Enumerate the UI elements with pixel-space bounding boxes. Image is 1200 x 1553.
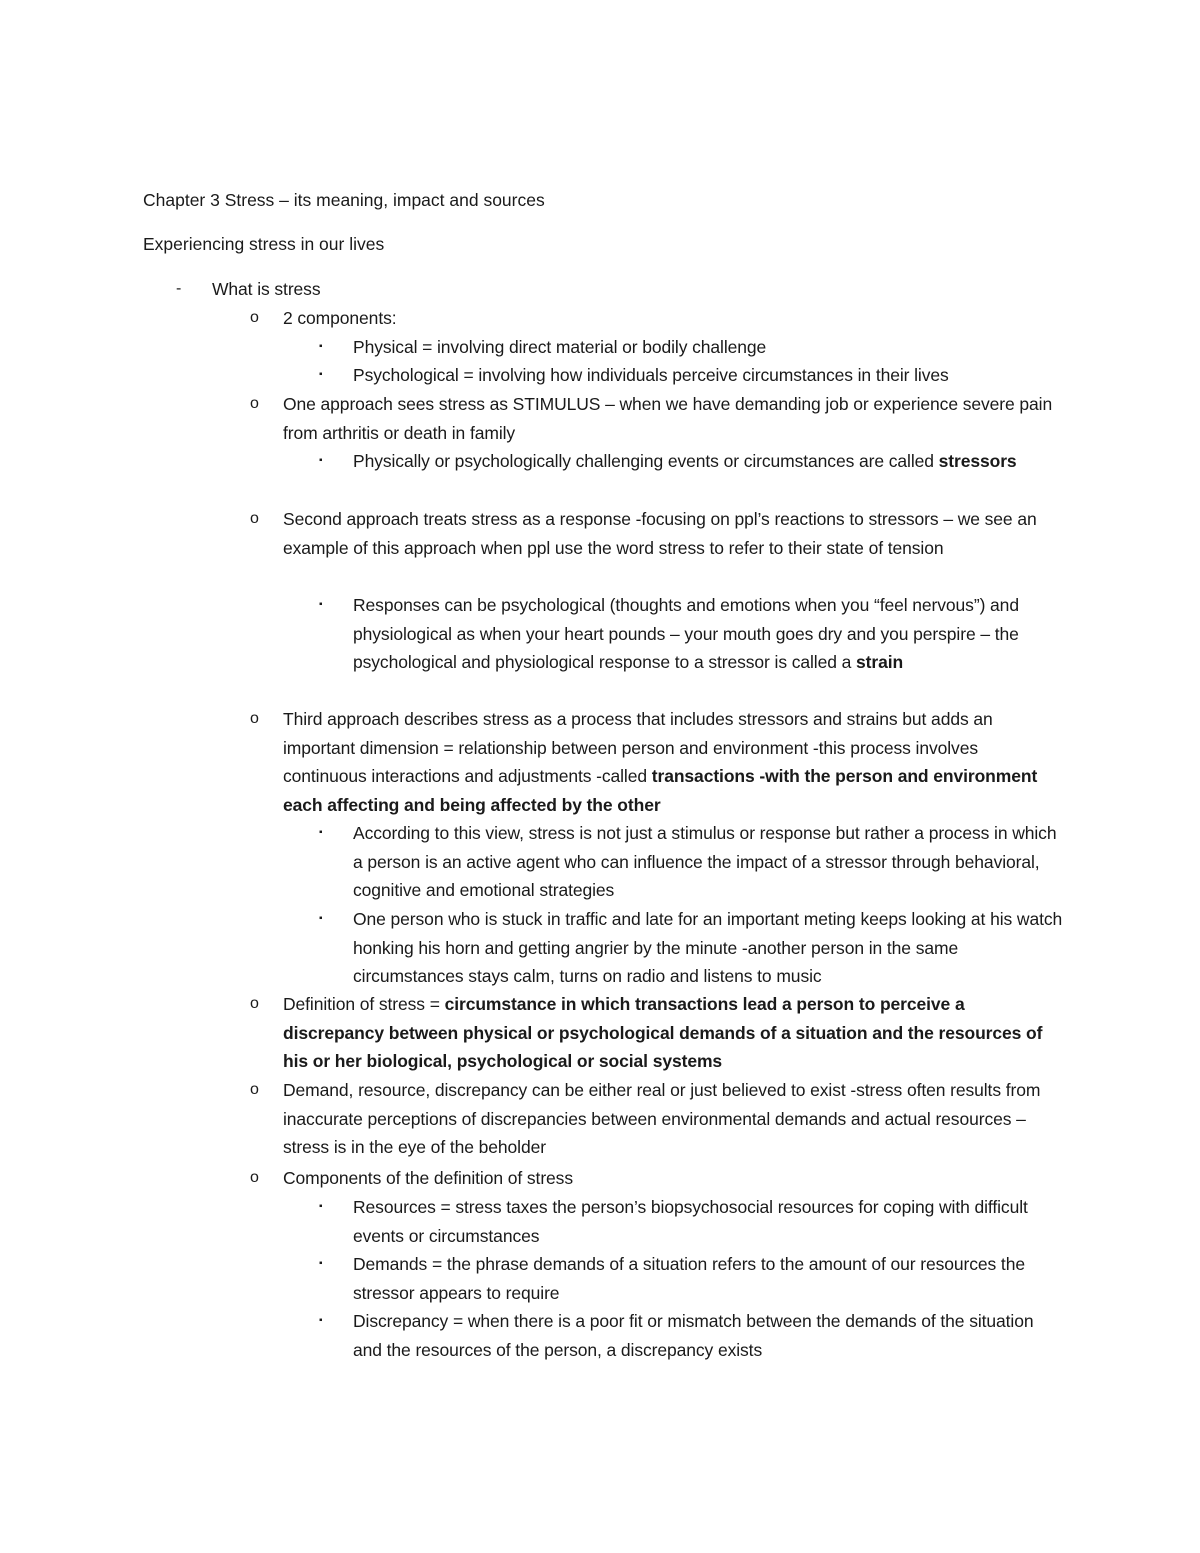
square-bullet: ▪ [319, 599, 323, 610]
list-item-text: Components of the definition of stress [283, 1168, 573, 1188]
list-item-text: Resources = stress taxes the person’s biopsychosocial resources for coping with difficult events or circumstances [353, 1197, 1028, 1246]
square-bullet: ▪ [319, 827, 323, 838]
list-item-text: Responses can be psychological (thoughts and emotions when you “feel nervous”) and physiological as when your heart pounds – your mouth goes dry and you perspire – the psychological and physiological response to a stressor is called a [353, 595, 1019, 673]
bold-term-stressors: stressors [938, 451, 1017, 471]
list-item-text: Physical = involving direct material or bodily challenge [353, 337, 767, 357]
list-item-approach-response [250, 505, 1063, 562]
list-item-text: According to this view, stress is not just a stimulus or response but rather a process in which a person is an active agent who can influence the impact of a stressor through behavioral, cognitive and emotional strategies [353, 823, 1057, 901]
list-item-psychological [319, 361, 1063, 390]
list-item-components-definition [250, 1164, 1063, 1193]
circle-bullet: o [250, 309, 259, 326]
bold-term-transactions: transactions -with the person and environment each affecting and being affected by the other [283, 766, 1038, 815]
list-item-text: Psychological = involving how individuals perceive circumstances in their lives [353, 365, 949, 385]
list-item-traffic-example [319, 905, 1063, 991]
list-item-text: What is stress [212, 279, 321, 299]
list-item-text: Demands = the phrase demands of a situation refers to the amount of our resources the stressor appears to require [353, 1254, 1025, 1303]
list-item-discrepancy [319, 1307, 1063, 1364]
list-item-text: Definition of stress = [283, 994, 440, 1014]
chapter-title: Chapter 3 Stress – its meaning, impact and sources [143, 190, 545, 210]
dash-bullet: - [176, 280, 182, 297]
list-item-definition [250, 990, 1063, 1076]
list-item-two-components [250, 304, 1063, 333]
list-item-demand-resource [250, 1076, 1063, 1162]
list-item-text: 2 components: [283, 308, 397, 328]
bold-term-strain: strain [856, 652, 904, 673]
list-item-text: Demand, resource, discrepancy can be either real or just believed to exist -stress often results from inaccurate perceptions of discrepancies between environmental demands and actual resources – stress is in the eye of the beholder [283, 1080, 1041, 1158]
list-item-what-is-stress [176, 275, 1072, 304]
list-item-text: Third approach describes stress as a process that includes stressors and strains but adds an important dimension = relationship between person and environment -this process involves continuous interactions and adjustments -called [283, 709, 993, 787]
square-bullet: ▪ [319, 1315, 323, 1326]
circle-bullet: o [250, 510, 259, 527]
list-item-physical [319, 333, 1063, 362]
square-bullet: ▪ [319, 455, 323, 466]
bold-definition: circumstance in which transactions lead a person to perceive a discrepancy between physical or psychological demands of a situation and the resources of his or her biological, psychological or social systems [283, 994, 1043, 1072]
section-heading: Experiencing stress in our lives [143, 234, 385, 254]
circle-bullet: o [250, 710, 259, 727]
circle-bullet: o [250, 395, 259, 412]
list-item-stressors [319, 447, 1063, 476]
list-item-resources [319, 1193, 1063, 1250]
square-bullet: ▪ [319, 913, 323, 924]
list-item-active-agent [319, 819, 1063, 905]
square-bullet: ▪ [319, 1201, 323, 1212]
list-item-approach-stimulus [250, 390, 1063, 447]
list-item-text: Second approach treats stress as a response -focusing on ppl’s reactions to stressors – we see an example of this approach when ppl use the word stress to refer to their state of tension [283, 509, 1037, 558]
circle-bullet: o [250, 1169, 259, 1186]
square-bullet: ▪ [319, 369, 323, 380]
circle-bullet: o [250, 995, 259, 1012]
square-bullet: ▪ [319, 1258, 323, 1269]
square-bullet: ▪ [319, 341, 323, 352]
circle-bullet: o [250, 1081, 259, 1098]
list-item-text: One person who is stuck in traffic and late for an important meting keeps looking at his watch honking his horn and getting angrier by the minute -another person in the same circumstances stays calm, turns on radio and listens to music [353, 909, 1063, 987]
list-item-strain [319, 591, 1063, 677]
list-item-text: Discrepancy = when there is a poor fit or mismatch between the demands of the situation and the resources of the person, a discrepancy exists [353, 1311, 1034, 1360]
list-item-text: One approach sees stress as STIMULUS – when we have demanding job or experience severe pain from arthritis or death in family [283, 394, 1053, 443]
list-item-text: Physically or psychologically challenging events or circumstances are called [353, 451, 934, 471]
list-item-demands [319, 1250, 1063, 1307]
list-item-approach-process [250, 705, 1063, 819]
